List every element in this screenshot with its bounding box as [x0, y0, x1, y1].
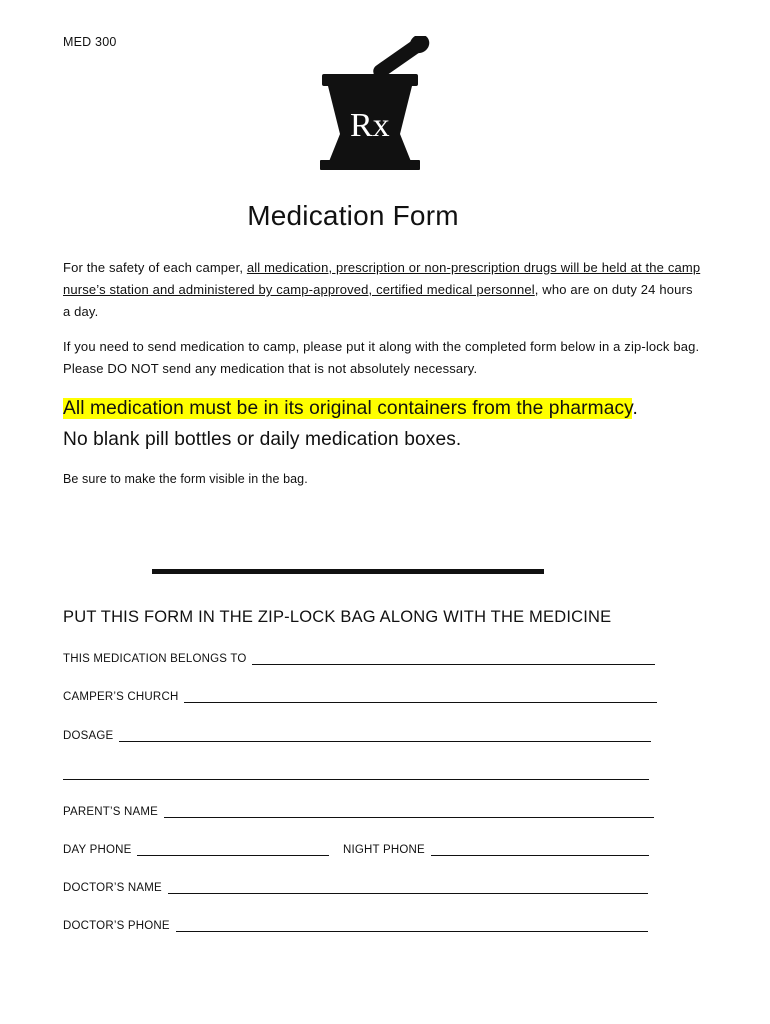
safety-underlined: all medication, prescription or non-prescription drugs will be held at the camp nurse’s station and administered by camp-approved, certified medical personnel: [63, 260, 701, 297]
church-field[interactable]: [63, 691, 657, 703]
doctor-phone-label: DOCTOR’S PHONE: [63, 920, 170, 932]
parent-name-field[interactable]: [63, 806, 654, 818]
night-phone-label: NIGHT PHONE: [343, 844, 425, 856]
day-phone-blank[interactable]: [137, 844, 329, 856]
original-containers-notice: [63, 396, 638, 422]
form-code: MED 300: [63, 35, 117, 49]
doctor-name-label: DOCTOR’S NAME: [63, 882, 162, 894]
mortar-and-pestle-rx-icon: [300, 36, 430, 176]
church-blank[interactable]: [184, 691, 657, 703]
doctor-name-blank[interactable]: [168, 882, 648, 894]
instructions-paragraph: If you need to send medication to camp, please put it along with the completed form below in a zip-lock bag. Please DO NOT send any medication that is not absolutely necessary.: [63, 339, 700, 376]
safety-tail: , who are on duty 24 hours a day.: [63, 282, 693, 319]
church-label: CAMPER’S CHURCH: [63, 691, 179, 703]
cut-divider: [152, 569, 544, 574]
no-pill-boxes-notice: No blank pill bottles or daily medication boxes.: [63, 429, 462, 450]
night-phone-field[interactable]: [343, 844, 649, 856]
parent-name-label: PARENT’S NAME: [63, 806, 159, 818]
page-title: Medication Form: [247, 200, 459, 231]
section-heading: PUT THIS FORM IN THE ZIP-LOCK BAG ALONG WITH THE MEDICINE: [63, 608, 612, 626]
visible-note: Be sure to make the form visible in the bag.: [63, 472, 308, 486]
dosage-extra-line[interactable]: [63, 768, 649, 780]
dosage-extra-blank[interactable]: [63, 768, 649, 780]
doctor-phone-blank[interactable]: [176, 920, 648, 932]
safety-lead: For the safety of each camper,: [63, 260, 247, 275]
rx-label: Rx: [350, 107, 390, 144]
day-phone-field[interactable]: [63, 844, 329, 856]
highlighted-notice: All medication must be in its original containers from the pharmacy: [63, 398, 633, 419]
dosage-field[interactable]: [63, 730, 651, 742]
belongs-to-field[interactable]: [63, 653, 655, 665]
belongs-to-label: THIS MEDICATION BELONGS TO: [63, 653, 247, 665]
doctor-name-field[interactable]: [63, 882, 648, 894]
notice-period: .: [632, 398, 638, 419]
night-phone-blank[interactable]: [431, 844, 649, 856]
dosage-label: DOSAGE: [63, 730, 114, 742]
belongs-to-blank[interactable]: [252, 653, 655, 665]
day-phone-label: DAY PHONE: [63, 844, 132, 856]
dosage-blank[interactable]: [119, 730, 651, 742]
safety-paragraph: [63, 257, 703, 323]
doctor-phone-field[interactable]: [63, 920, 648, 932]
parent-name-blank[interactable]: [164, 806, 654, 818]
